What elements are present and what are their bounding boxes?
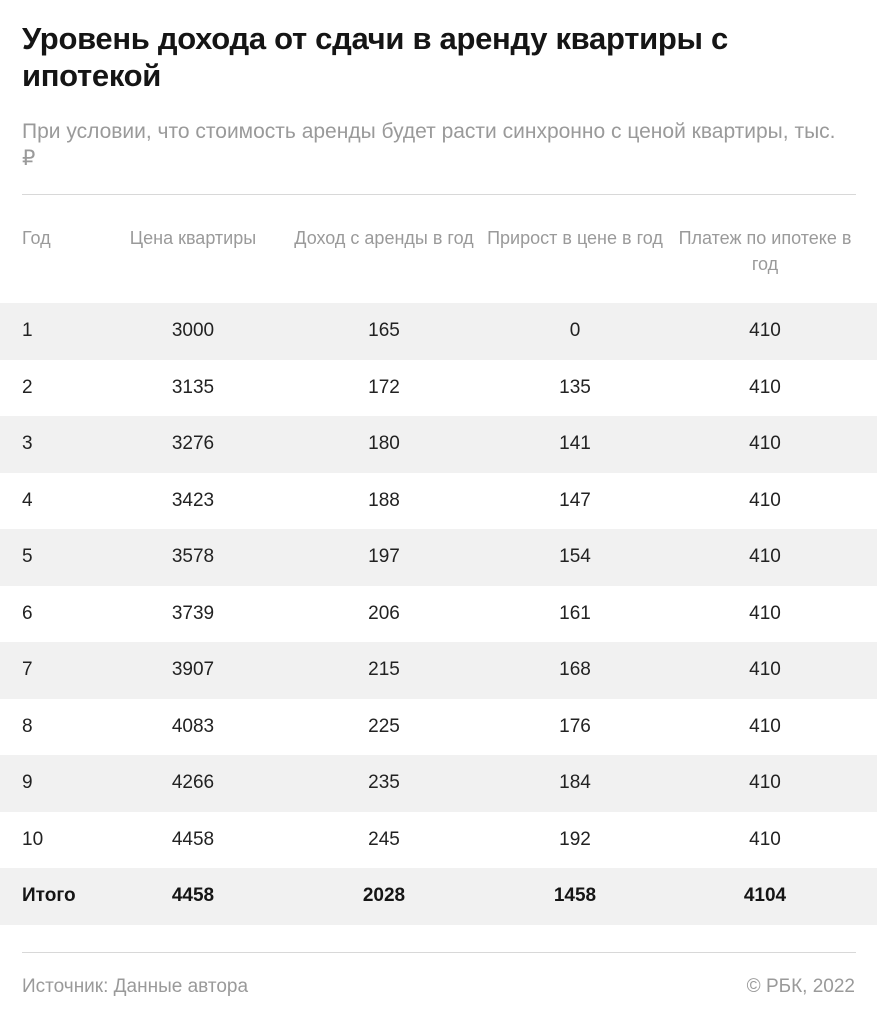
price-growth-cell: 161	[559, 602, 591, 624]
column-header-year: Год	[22, 228, 51, 248]
mortgage-payment-cell: 410	[749, 659, 781, 681]
mortgage-payment-cell: 410	[749, 828, 781, 850]
year-cell: 8	[22, 715, 33, 737]
chart-title: Уровень дохода от сдачи в аренду квартиры с ипотекой	[22, 21, 728, 93]
table-header-row	[0, 210, 877, 303]
price-cell: 3739	[171, 602, 215, 624]
mortgage-payment-cell: 410	[749, 715, 781, 737]
bottom-divider	[22, 952, 856, 953]
table-row	[0, 812, 877, 869]
price-cell: 3423	[171, 489, 215, 511]
column-header-rent-income: Доход с аренды в год	[294, 228, 474, 248]
rent-income-cell: 235	[368, 772, 400, 794]
table-row	[0, 529, 877, 586]
rent-income-cell: 215	[368, 659, 400, 681]
data-table	[0, 210, 877, 925]
rent-income-cell: 165	[368, 320, 400, 342]
rent-income-cell: 206	[368, 602, 400, 624]
price-growth-cell: 176	[559, 715, 591, 737]
rent-income-cell: 180	[368, 433, 400, 455]
column-header-price-growth: Прирост в цене в год	[487, 228, 663, 248]
rent-income-cell: 197	[368, 546, 400, 568]
price-cell: 4083	[171, 715, 215, 737]
total-label: Итого	[22, 885, 76, 907]
rent-income-cell: 188	[368, 489, 400, 511]
rent-income-cell: 172	[368, 376, 400, 398]
year-cell: 1	[22, 320, 33, 342]
price-growth-cell: 141	[559, 433, 591, 455]
total-price-cell: 4458	[171, 885, 215, 907]
mortgage-payment-cell: 410	[749, 489, 781, 511]
price-growth-cell: 184	[559, 772, 591, 794]
price-growth-cell: 168	[559, 659, 591, 681]
table-row	[0, 755, 877, 812]
price-growth-cell: 154	[559, 546, 591, 568]
source-note: Источник: Данные автора	[22, 976, 249, 997]
mortgage-payment-cell: 410	[749, 546, 781, 568]
mortgage-payment-cell: 410	[749, 772, 781, 794]
price-cell: 3907	[171, 659, 215, 681]
mortgage-payment-cell: 410	[749, 320, 781, 342]
year-cell: 10	[22, 828, 44, 850]
year-cell: 3	[22, 433, 33, 455]
year-cell: 9	[22, 772, 33, 794]
year-cell: 6	[22, 602, 33, 624]
table-row	[0, 699, 877, 756]
mortgage-payment-cell: 410	[749, 376, 781, 398]
column-header-mortgage-payment: Платеж по ипотеке в год	[678, 228, 852, 274]
price-growth-cell: 0	[569, 320, 581, 342]
price-cell: 4458	[171, 828, 215, 850]
chart-subtitle: При условии, что стоимость аренды будет расти синхронно с ценой квартиры, тыс. ₽	[22, 120, 836, 170]
top-divider	[22, 194, 856, 195]
rent-income-cell: 225	[368, 715, 400, 737]
rent-income-cell: 245	[368, 828, 400, 850]
price-cell: 3276	[171, 433, 215, 455]
total-price-growth-cell: 1458	[553, 885, 597, 907]
table-row	[0, 473, 877, 530]
table-row	[0, 360, 877, 417]
table-row	[0, 642, 877, 699]
price-cell: 3578	[171, 546, 215, 568]
total-row	[0, 868, 877, 925]
mortgage-payment-cell: 410	[749, 602, 781, 624]
total-rent-income-cell: 2028	[362, 885, 406, 907]
table-row	[0, 416, 877, 473]
year-cell: 2	[22, 376, 33, 398]
year-cell: 4	[22, 489, 33, 511]
price-growth-cell: 147	[559, 489, 591, 511]
mortgage-payment-cell: 410	[749, 433, 781, 455]
table-row	[0, 586, 877, 643]
price-growth-cell: 192	[559, 828, 591, 850]
price-cell: 3135	[171, 376, 215, 398]
price-growth-cell: 135	[559, 376, 591, 398]
copyright-note: © РБК, 2022	[746, 976, 855, 997]
year-cell: 5	[22, 546, 33, 568]
table-row	[0, 303, 877, 360]
column-header-price: Цена квартиры	[129, 228, 257, 248]
price-cell: 3000	[171, 320, 215, 342]
price-cell: 4266	[171, 772, 215, 794]
table-body	[0, 303, 877, 925]
total-mortgage-payment-cell: 4104	[743, 885, 787, 907]
year-cell: 7	[22, 659, 33, 681]
